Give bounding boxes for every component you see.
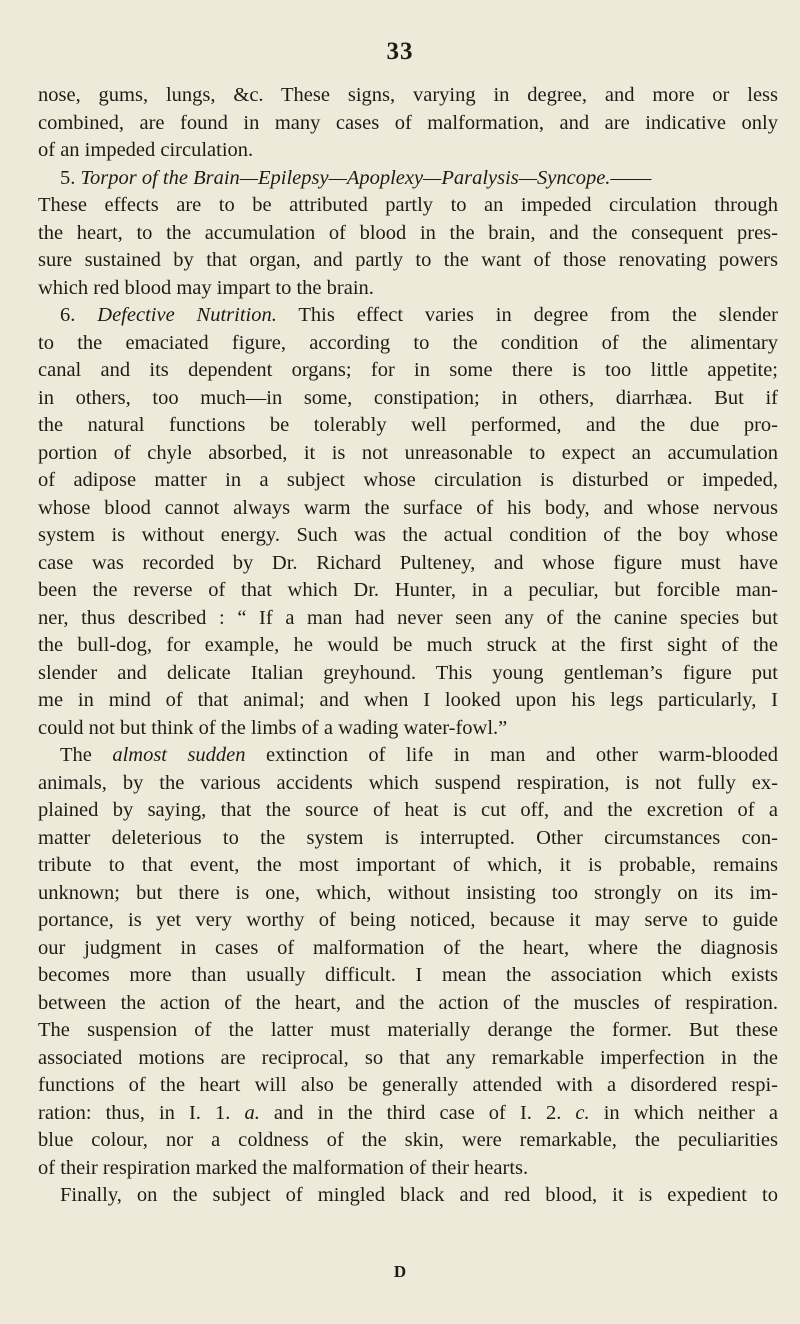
text-run: blue colour, nor a coldness of the skin, were remarkable, the peculiarities xyxy=(38,1129,778,1151)
italic-text: Torpor of the Brain—Epilepsy—Apoplexy—Paralysis—Syncope. xyxy=(80,166,611,189)
text-run: the heart, to the accumulation of blood in the brain, and the consequent pres- xyxy=(38,221,778,244)
text-run: becomes more than usually difficult. I mean the association which exists xyxy=(38,964,778,986)
text-line xyxy=(38,715,778,743)
text-line xyxy=(38,137,778,165)
text-line xyxy=(38,1182,778,1210)
body-text xyxy=(38,82,778,1210)
text-run: could not but think of the limbs of a wading water-fowl.” xyxy=(38,716,508,739)
text-run: Finally, on the subject of mingled black and red blood, it is expedient to xyxy=(60,1184,778,1206)
text-line xyxy=(38,165,778,193)
text-run: to the emaciated figure, according to the condition of the alimentary xyxy=(38,331,778,354)
italic-text: Defective Nutrition. xyxy=(97,304,277,326)
text-line xyxy=(38,990,778,1018)
text-run: in which neither a xyxy=(589,1101,778,1124)
text-run: The xyxy=(60,744,113,766)
text-run: sure sustained by that organ, and partly to the want of those renovating powers xyxy=(38,249,778,271)
text-run: the natural functions be tolerably well performed, and the due pro- xyxy=(38,414,778,436)
text-run: —— xyxy=(610,166,652,189)
text-run: been the reverse of that which Dr. Hunter, in a peculiar, but forcible man- xyxy=(38,579,778,601)
text-line xyxy=(38,550,778,578)
text-run: which red blood may impart to the brain. xyxy=(38,276,374,299)
text-line xyxy=(38,385,778,413)
text-line xyxy=(38,687,778,715)
text-run: animals, by the various accidents which suspend respiration, is not fully ex- xyxy=(38,771,778,794)
text-line xyxy=(38,1100,778,1128)
text-line xyxy=(38,825,778,853)
text-line xyxy=(38,522,778,550)
text-line xyxy=(38,907,778,935)
text-line xyxy=(38,1017,778,1045)
text-line xyxy=(38,577,778,605)
text-run: system is without energy. Such was the actual condition of the boy whose xyxy=(38,524,778,546)
text-run: between the action of the heart, and the action of the muscles of respiration. xyxy=(38,991,778,1014)
text-run: portance, is yet very worthy of being noticed, because it may serve to guide xyxy=(38,909,778,931)
text-line xyxy=(38,247,778,275)
text-line xyxy=(38,852,778,880)
text-line xyxy=(38,660,778,688)
text-run: of their respiration marked the malformation of their hearts. xyxy=(38,1156,529,1179)
text-line xyxy=(38,275,778,303)
text-run: 5. xyxy=(60,166,81,189)
page-number: 33 xyxy=(386,38,414,65)
text-run: nose, gums, lungs, &c. These signs, varying in degree, and more or less xyxy=(38,84,778,106)
italic-text: a. xyxy=(244,1101,260,1124)
text-run: canal and its dependent organs; for in some there is too little appetite; xyxy=(38,359,778,381)
text-run: and in the third case of I. 2. xyxy=(259,1101,576,1124)
italic-text: c. xyxy=(575,1101,590,1124)
text-run: portion of chyle absorbed, it is not unreasonable to expect an accumulation xyxy=(38,441,778,464)
text-line xyxy=(38,797,778,825)
text-run: The suspension of the latter must materially derange the former. But these xyxy=(38,1019,778,1041)
text-run: functions of the heart will also be generally attended with a disordered respi- xyxy=(38,1074,778,1096)
text-line xyxy=(38,770,778,798)
text-run: 6. xyxy=(60,304,98,326)
text-run: whose blood cannot always warm the surface of his body, and whose nervous xyxy=(38,496,778,519)
text-line xyxy=(38,412,778,440)
text-run: combined, are found in many cases of malformation, and are indicative only xyxy=(38,111,778,134)
text-run: plained by saying, that the source of heat is cut off, and the excretion of a xyxy=(38,799,778,821)
text-run: matter deleterious to the system is interrupted. Other circumstances con- xyxy=(38,826,778,849)
text-run: our judgment in cases of malformation of the heart, where the diagnosis xyxy=(38,936,778,959)
text-line xyxy=(38,302,778,330)
text-run: me in mind of that animal; and when I looked upon his legs particularly, I xyxy=(38,689,778,711)
text-line xyxy=(38,1045,778,1073)
text-line xyxy=(38,192,778,220)
text-line xyxy=(38,495,778,523)
text-run: of an impeded circulation. xyxy=(38,139,254,161)
text-run: in others, too much—in some, constipation; in others, diarrhæa. But if xyxy=(38,386,778,409)
text-line xyxy=(38,1155,778,1183)
text-run: ration: thus, in I. 1. xyxy=(38,1101,245,1124)
text-line xyxy=(38,357,778,385)
text-run: slender and delicate Italian greyhound. This young gentleman’s figure put xyxy=(38,661,778,684)
signature-mark: D xyxy=(393,1262,407,1281)
text-run: This effect varies in degree from the slender xyxy=(276,304,778,326)
text-line xyxy=(38,220,778,248)
text-line xyxy=(38,110,778,138)
text-run: These effects are to be attributed partly to an impeded circulation through xyxy=(38,194,778,216)
text-run: case was recorded by Dr. Richard Pulteney, and whose figure must have xyxy=(38,551,778,574)
text-line xyxy=(38,605,778,633)
text-run: associated motions are reciprocal, so that any remarkable imperfection in the xyxy=(38,1046,778,1069)
text-line xyxy=(38,1127,778,1155)
text-run: tribute to that event, the most important of which, it is probable, remains xyxy=(38,854,778,876)
text-run: extinction of life in man and other warm-blooded xyxy=(245,744,778,766)
text-run: the bull-dog, for example, he would be much struck at the first sight of the xyxy=(38,634,778,656)
text-line xyxy=(38,935,778,963)
text-line xyxy=(38,880,778,908)
text-run: ner, thus described : “ If a man had never seen any of the canine species but xyxy=(38,606,778,629)
text-run: unknown; but there is one, which, without insisting too strongly on its im- xyxy=(38,881,778,904)
text-line xyxy=(38,1072,778,1100)
text-line xyxy=(38,440,778,468)
text-line xyxy=(38,82,778,110)
text-line xyxy=(38,632,778,660)
text-run: of adipose matter in a subject whose circulation is disturbed or impeded, xyxy=(38,469,778,491)
text-line xyxy=(38,330,778,358)
text-line xyxy=(38,962,778,990)
italic-text: almost sudden xyxy=(112,744,246,766)
text-line xyxy=(38,467,778,495)
text-line xyxy=(38,742,778,770)
